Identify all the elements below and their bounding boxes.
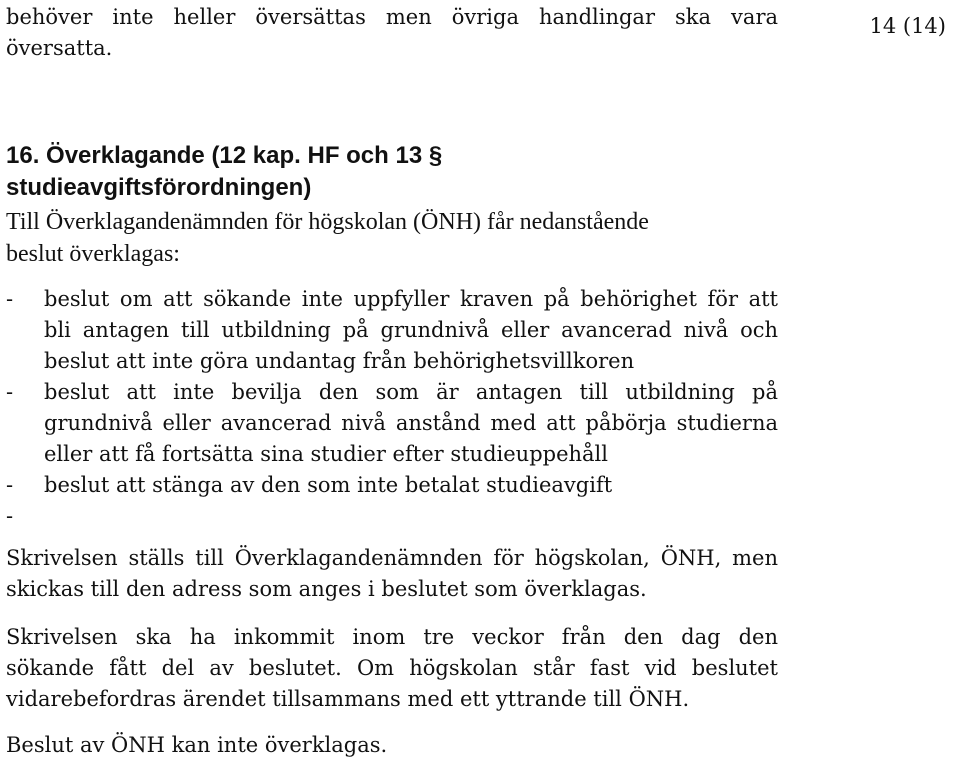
paragraph-final <box>6 730 778 761</box>
paragraph-line: Skrivelsen ska ha inkommit inom tre veckor från den dag den <box>6 625 778 649</box>
paragraph-line: översatta. <box>6 36 113 60</box>
list-dash: - <box>6 473 14 497</box>
list-dash: - <box>6 504 14 528</box>
list-item-line: beslut om att sökande inte uppfyller kraven på behörighet för att <box>44 287 778 311</box>
list-item <box>6 470 778 501</box>
list-item <box>6 501 778 532</box>
paragraph-line: skickas till den adress som anges i beslutet som överklagas. <box>6 577 647 601</box>
heading-line: 16. Överklagande (12 kap. HF och 13 § <box>6 142 443 169</box>
section-heading <box>6 140 806 204</box>
appealable-decisions-list <box>6 284 778 532</box>
list-item <box>6 284 778 377</box>
paragraph-line: vidarebefordras ärendet tillsammans med ett yttrande till ÖNH. <box>6 687 690 711</box>
list-dash: - <box>6 380 14 404</box>
page-number: 14 (14) <box>869 14 946 38</box>
list-item-line: beslut att stänga av den som inte betalat studieavgift <box>44 473 613 497</box>
paragraph-line: behöver inte heller översättas men övriga handlingar ska vara <box>6 5 778 29</box>
paragraph-line: Skrivelsen ställs till Överklagandenämnden för högskolan, ÖNH, men <box>6 546 778 570</box>
list-item-line: eller att få fortsätta sina studier efter studieuppehåll <box>44 442 608 466</box>
list-item-line: beslut att inte bevilja den som är antagen till utbildning på <box>44 380 778 404</box>
paragraph-line: Till Överklagandenämnden för högskolan (ÖNH) får nedanstående <box>6 209 649 235</box>
intro-paragraph <box>6 206 786 270</box>
paragraph-deadline <box>6 622 778 715</box>
list-item-line: grundnivå eller avancerad nivå anstånd med att påbörja studierna <box>44 411 778 435</box>
paragraph-submission <box>6 543 778 605</box>
list-dash: - <box>6 287 14 311</box>
paragraph-line: sökande fått del av beslutet. Om högskolan står fast vid beslutet <box>6 656 778 680</box>
list-item-line: bli antagen till utbildning på grundnivå eller avancerad nivå och <box>44 318 778 342</box>
top-paragraph <box>6 2 778 64</box>
heading-line: studieavgiftsförordningen) <box>6 174 312 201</box>
list-item-line: beslut att inte göra undantag från behörighetsvillkoren <box>44 349 635 373</box>
list-item <box>6 377 778 470</box>
paragraph-line: Beslut av ÖNH kan inte överklagas. <box>6 733 388 757</box>
paragraph-line: beslut överklagas: <box>6 241 180 267</box>
